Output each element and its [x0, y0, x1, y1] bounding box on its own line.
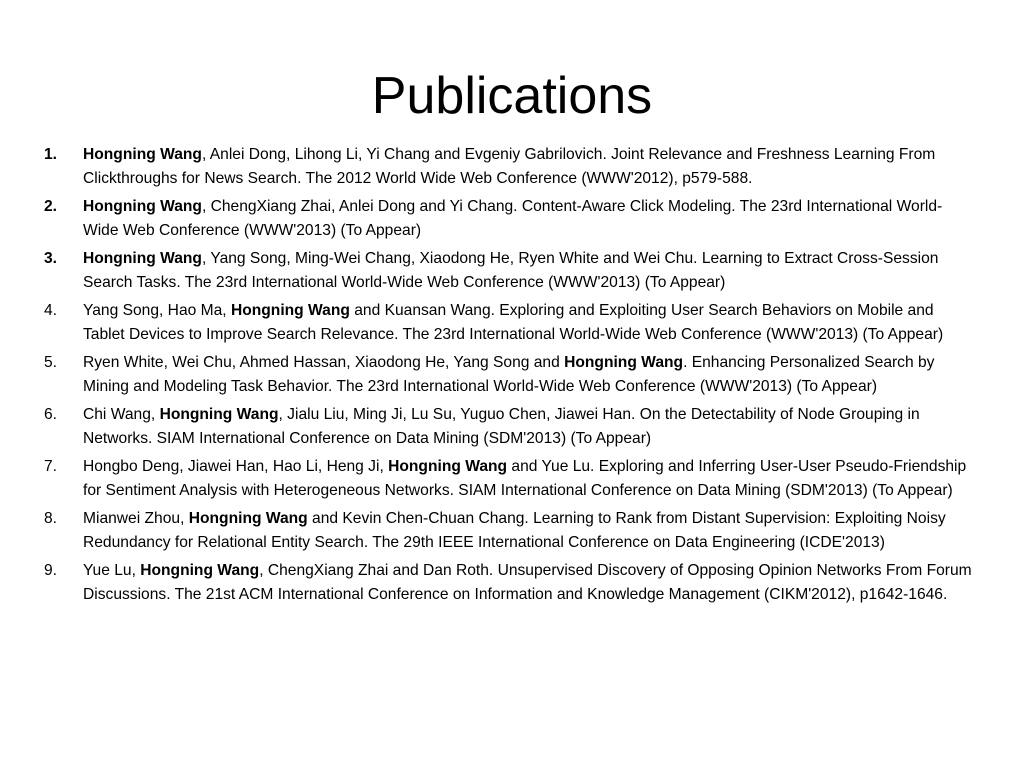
publication-highlight-author: Hongning Wang — [83, 198, 202, 215]
publication-authors-before: Mianwei Zhou, — [83, 510, 189, 527]
publication-highlight-author: Hongning Wang — [188, 510, 308, 527]
publication-number: 8. — [44, 510, 58, 527]
publication-details: , ChengXiang Zhai, Anlei Dong and Yi Chang. Content-Aware Click Modeling. The 23rd International World-Wide Web Conference (WWW'2013) (To Appear) — [83, 198, 943, 239]
publication-number: 2. — [44, 198, 58, 215]
publication-number: 5. — [44, 354, 58, 371]
slide-title: Publications — [371, 67, 653, 125]
publication-highlight-author: Hongning Wang — [230, 302, 350, 319]
publication-item — [0, 143, 1024, 191]
publication-highlight-author: Hongning Wang — [83, 250, 202, 267]
publication-details: and Kevin Chen-Chuan Chang. Learning to Rank from Distant Supervision: Exploiting Noisy Redundancy for Relational Entity Search. The 29th IEEE International Conference on Data Engineering (ICDE'2013) — [83, 510, 946, 551]
publication-item — [0, 403, 1024, 451]
publication-item — [0, 559, 1024, 607]
publication-number: 3. — [44, 250, 58, 267]
publication-details: and Yue Lu. Exploring and Inferring User-User Pseudo-Friendship for Sentiment Analysis with Heterogeneous Networks. SIAM International Conference on Data Mining (SDM'2013) (To Appear) — [83, 458, 967, 499]
publication-authors-before: Chi Wang, — [83, 406, 160, 423]
publication-number: 6. — [44, 406, 58, 423]
publication-highlight-author: Hongning Wang — [83, 146, 202, 163]
publication-highlight-author: Hongning Wang — [564, 354, 684, 371]
publication-number: 4. — [44, 302, 58, 319]
publication-authors-before: Yue Lu, — [83, 562, 141, 579]
publication-item — [0, 507, 1024, 555]
publication-details: , Anlei Dong, Lihong Li, Yi Chang and Evgeniy Gabrilovich. Joint Relevance and Freshness Learning From Clickthroughs for News Search. The 2012 World Wide Web Conference (WWW'2012), p579-588. — [83, 146, 936, 187]
publication-number: 9. — [44, 562, 58, 579]
publication-authors-before: Hongbo Deng, Jiawei Han, Hao Li, Heng Ji, — [83, 458, 389, 475]
publication-details: , ChengXiang Zhai and Dan Roth. Unsupervised Discovery of Opposing Opinion Networks From Forum Discussions. The 21st ACM International Conference on Information and Knowledge Management (CIKM'2012), p1642-1646. — [83, 562, 972, 603]
publication-highlight-author: Hongning Wang — [140, 562, 260, 579]
publication-details: and Kuansan Wang. Exploring and Exploiting User Search Behaviors on Mobile and Tablet Devices to Improve Search Relevance. The 23rd International World-Wide Web Conference (WWW'2013) (To Appear) — [83, 302, 944, 343]
publication-item — [0, 299, 1024, 347]
publication-item — [0, 247, 1024, 295]
publication-item — [0, 351, 1024, 399]
publication-highlight-author: Hongning Wang — [388, 458, 508, 475]
publication-highlight-author: Hongning Wang — [159, 406, 279, 423]
publication-number: 7. — [44, 458, 58, 475]
publication-details: , Yang Song, Ming-Wei Chang, Xiaodong He, Ryen White and Wei Chu. Learning to Extract Cross-Session Search Tasks. The 23rd International World-Wide Web Conference (WWW'2013) (To Appear) — [83, 250, 939, 291]
publication-number: 1. — [44, 146, 58, 163]
publication-authors-before: Ryen White, Wei Chu, Ahmed Hassan, Xiaodong He, Yang Song and — [83, 354, 565, 371]
publication-item — [0, 455, 1024, 503]
publication-authors-before: Yang Song, Hao Ma, — [83, 302, 231, 319]
publication-item — [0, 195, 1024, 243]
publication-list — [0, 143, 1024, 611]
publication-details: . Enhancing Personalized Search by Mining and Modeling Task Behavior. The 23rd International World-Wide Web Conference (WWW'2013) (To Appear) — [83, 354, 935, 395]
publication-details: , Jialu Liu, Ming Ji, Lu Su, Yuguo Chen, Jiawei Han. On the Detectability of Node Grouping in Networks. SIAM International Conference on Data Mining (SDM'2013) (To Appear) — [83, 406, 920, 447]
